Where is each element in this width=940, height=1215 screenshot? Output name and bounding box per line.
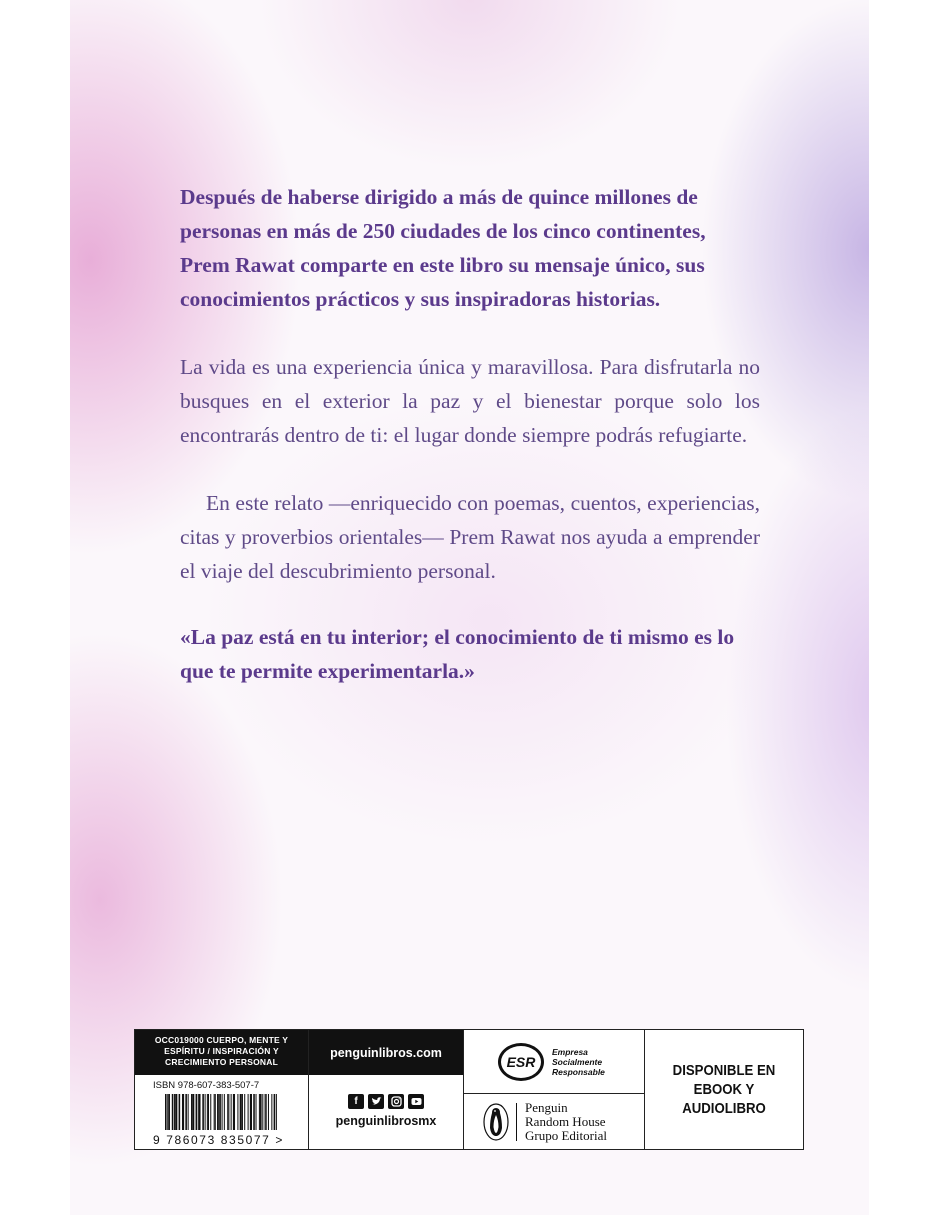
barcode-bar [168, 1094, 170, 1130]
barcode-bar [224, 1094, 225, 1130]
pull-quote: «La paz está en tu interior; el conocimiento de ti mismo es lo que te permite experimentarla.» [180, 625, 735, 683]
barcode-bar [179, 1094, 181, 1130]
publisher-name [525, 1101, 607, 1143]
isbn-column [135, 1030, 309, 1149]
barcode-bar [228, 1094, 229, 1130]
category-label: OCC019000 CUERPO, MENTE Y ESPÍRITU / INSPIRACIÓN Y CRECIMIENTO PERSONAL [135, 1030, 308, 1075]
barcode-bar [196, 1094, 198, 1130]
instagram-icon[interactable] [388, 1094, 404, 1109]
barcode-bar [231, 1094, 232, 1130]
barcode-bar [253, 1094, 255, 1130]
barcode-bar [271, 1094, 272, 1130]
barcode-bar [242, 1094, 243, 1130]
barcode-bar [234, 1094, 235, 1130]
barcode-bar [174, 1094, 175, 1130]
barcode-bar [207, 1094, 208, 1130]
barcode-bar [274, 1094, 276, 1130]
barcode-bar [259, 1094, 260, 1130]
barcode-bar [214, 1094, 215, 1130]
barcode-bar [217, 1094, 218, 1130]
social-handle[interactable]: penguinlibrosmx [335, 1114, 437, 1128]
barcode-bar [191, 1094, 192, 1130]
barcode-bar [165, 1094, 167, 1130]
esr-line-1: Empresa [552, 1046, 588, 1057]
barcode-bar [199, 1094, 201, 1130]
barcode-bar [218, 1094, 219, 1130]
barcode-bar [227, 1094, 228, 1130]
barcode-bar [205, 1094, 206, 1130]
barcode-bar [262, 1094, 263, 1130]
esr-line-3: Responsable [552, 1066, 605, 1077]
publisher-line-3: Grupo Editorial [525, 1127, 607, 1143]
description-paragraph-2: En este relato —enriquecido con poemas, cuentos, experiencias, citas y proverbios orientales— Prem Rawat nos ayuda a emprender el viaje del descubrimiento personal. [180, 491, 760, 583]
barcode-bar [185, 1094, 187, 1130]
publisher-divider [516, 1103, 517, 1141]
youtube-icon[interactable] [408, 1094, 424, 1109]
barcode-bar [222, 1094, 223, 1130]
website-link[interactable]: penguinlibros.com [309, 1030, 463, 1075]
esr-logo-icon: ESR [498, 1043, 544, 1081]
availability-line-2: EBOOK Y AUDIOLIBRO [682, 1081, 766, 1117]
barcode-bar [241, 1094, 242, 1130]
barcode-bar [188, 1094, 189, 1130]
availability-note [654, 1030, 793, 1149]
social-icons [309, 1094, 463, 1109]
web-column [309, 1030, 464, 1149]
isbn-number: ISBN 978-607-383-507-7 [153, 1080, 260, 1091]
publisher-logo [464, 1094, 644, 1149]
barcode-digits: 9 786073 835077 > [153, 1133, 284, 1147]
esr-line-2: Socialmente [552, 1056, 603, 1067]
barcode-bar [266, 1094, 267, 1130]
barcode-bar [268, 1094, 269, 1130]
publisher-column [464, 1030, 645, 1149]
description-paragraph-1: La vida es una experiencia única y maravillosa. Para disfrutarla no busques en el exterior la paz y el bienestar porque solo los encontrarás dentro de ti: el lugar donde siempre podrás refugiarte. [180, 355, 760, 447]
availability-column [645, 1030, 803, 1149]
lead-paragraph: Después de haberse dirigido a más de quince millones de personas en más de 250 ciudades de los cinco continentes, Prem Rawat comparte en este libro su mensaje único, sus conocimientos prácticos y sus inspiradoras historias. [180, 185, 706, 311]
barcode-bar [244, 1094, 245, 1130]
barcode-bar [172, 1094, 174, 1130]
barcode-bar [183, 1094, 184, 1130]
publisher-line-2: Random House [525, 1113, 606, 1129]
barcode-bar [265, 1094, 266, 1130]
facebook-icon[interactable]: f [348, 1094, 364, 1109]
esr-badge [464, 1030, 644, 1094]
info-bar [134, 1029, 804, 1150]
barcode-bar [176, 1094, 177, 1130]
barcode-bar [219, 1094, 221, 1130]
barcode-bar [276, 1094, 277, 1130]
barcode-bar [202, 1094, 204, 1130]
penguin-icon [482, 1102, 510, 1142]
barcode-bar [210, 1094, 211, 1130]
barcode-bar [198, 1094, 199, 1130]
availability-line-1: DISPONIBLE EN [672, 1062, 776, 1079]
barcode-bar [260, 1094, 262, 1130]
barcode-bar [251, 1094, 252, 1130]
barcode-bar [208, 1094, 209, 1130]
barcode-bar [215, 1094, 216, 1130]
barcode-bar [167, 1094, 168, 1130]
barcode-bar [256, 1094, 257, 1130]
twitter-icon[interactable] [368, 1094, 384, 1109]
barcode-bar [193, 1094, 194, 1130]
publisher-line-1: Penguin [525, 1099, 568, 1115]
barcode-bar [248, 1094, 249, 1130]
esr-label [552, 1047, 605, 1077]
barcode-icon [165, 1094, 277, 1130]
barcode-bar [237, 1094, 238, 1130]
